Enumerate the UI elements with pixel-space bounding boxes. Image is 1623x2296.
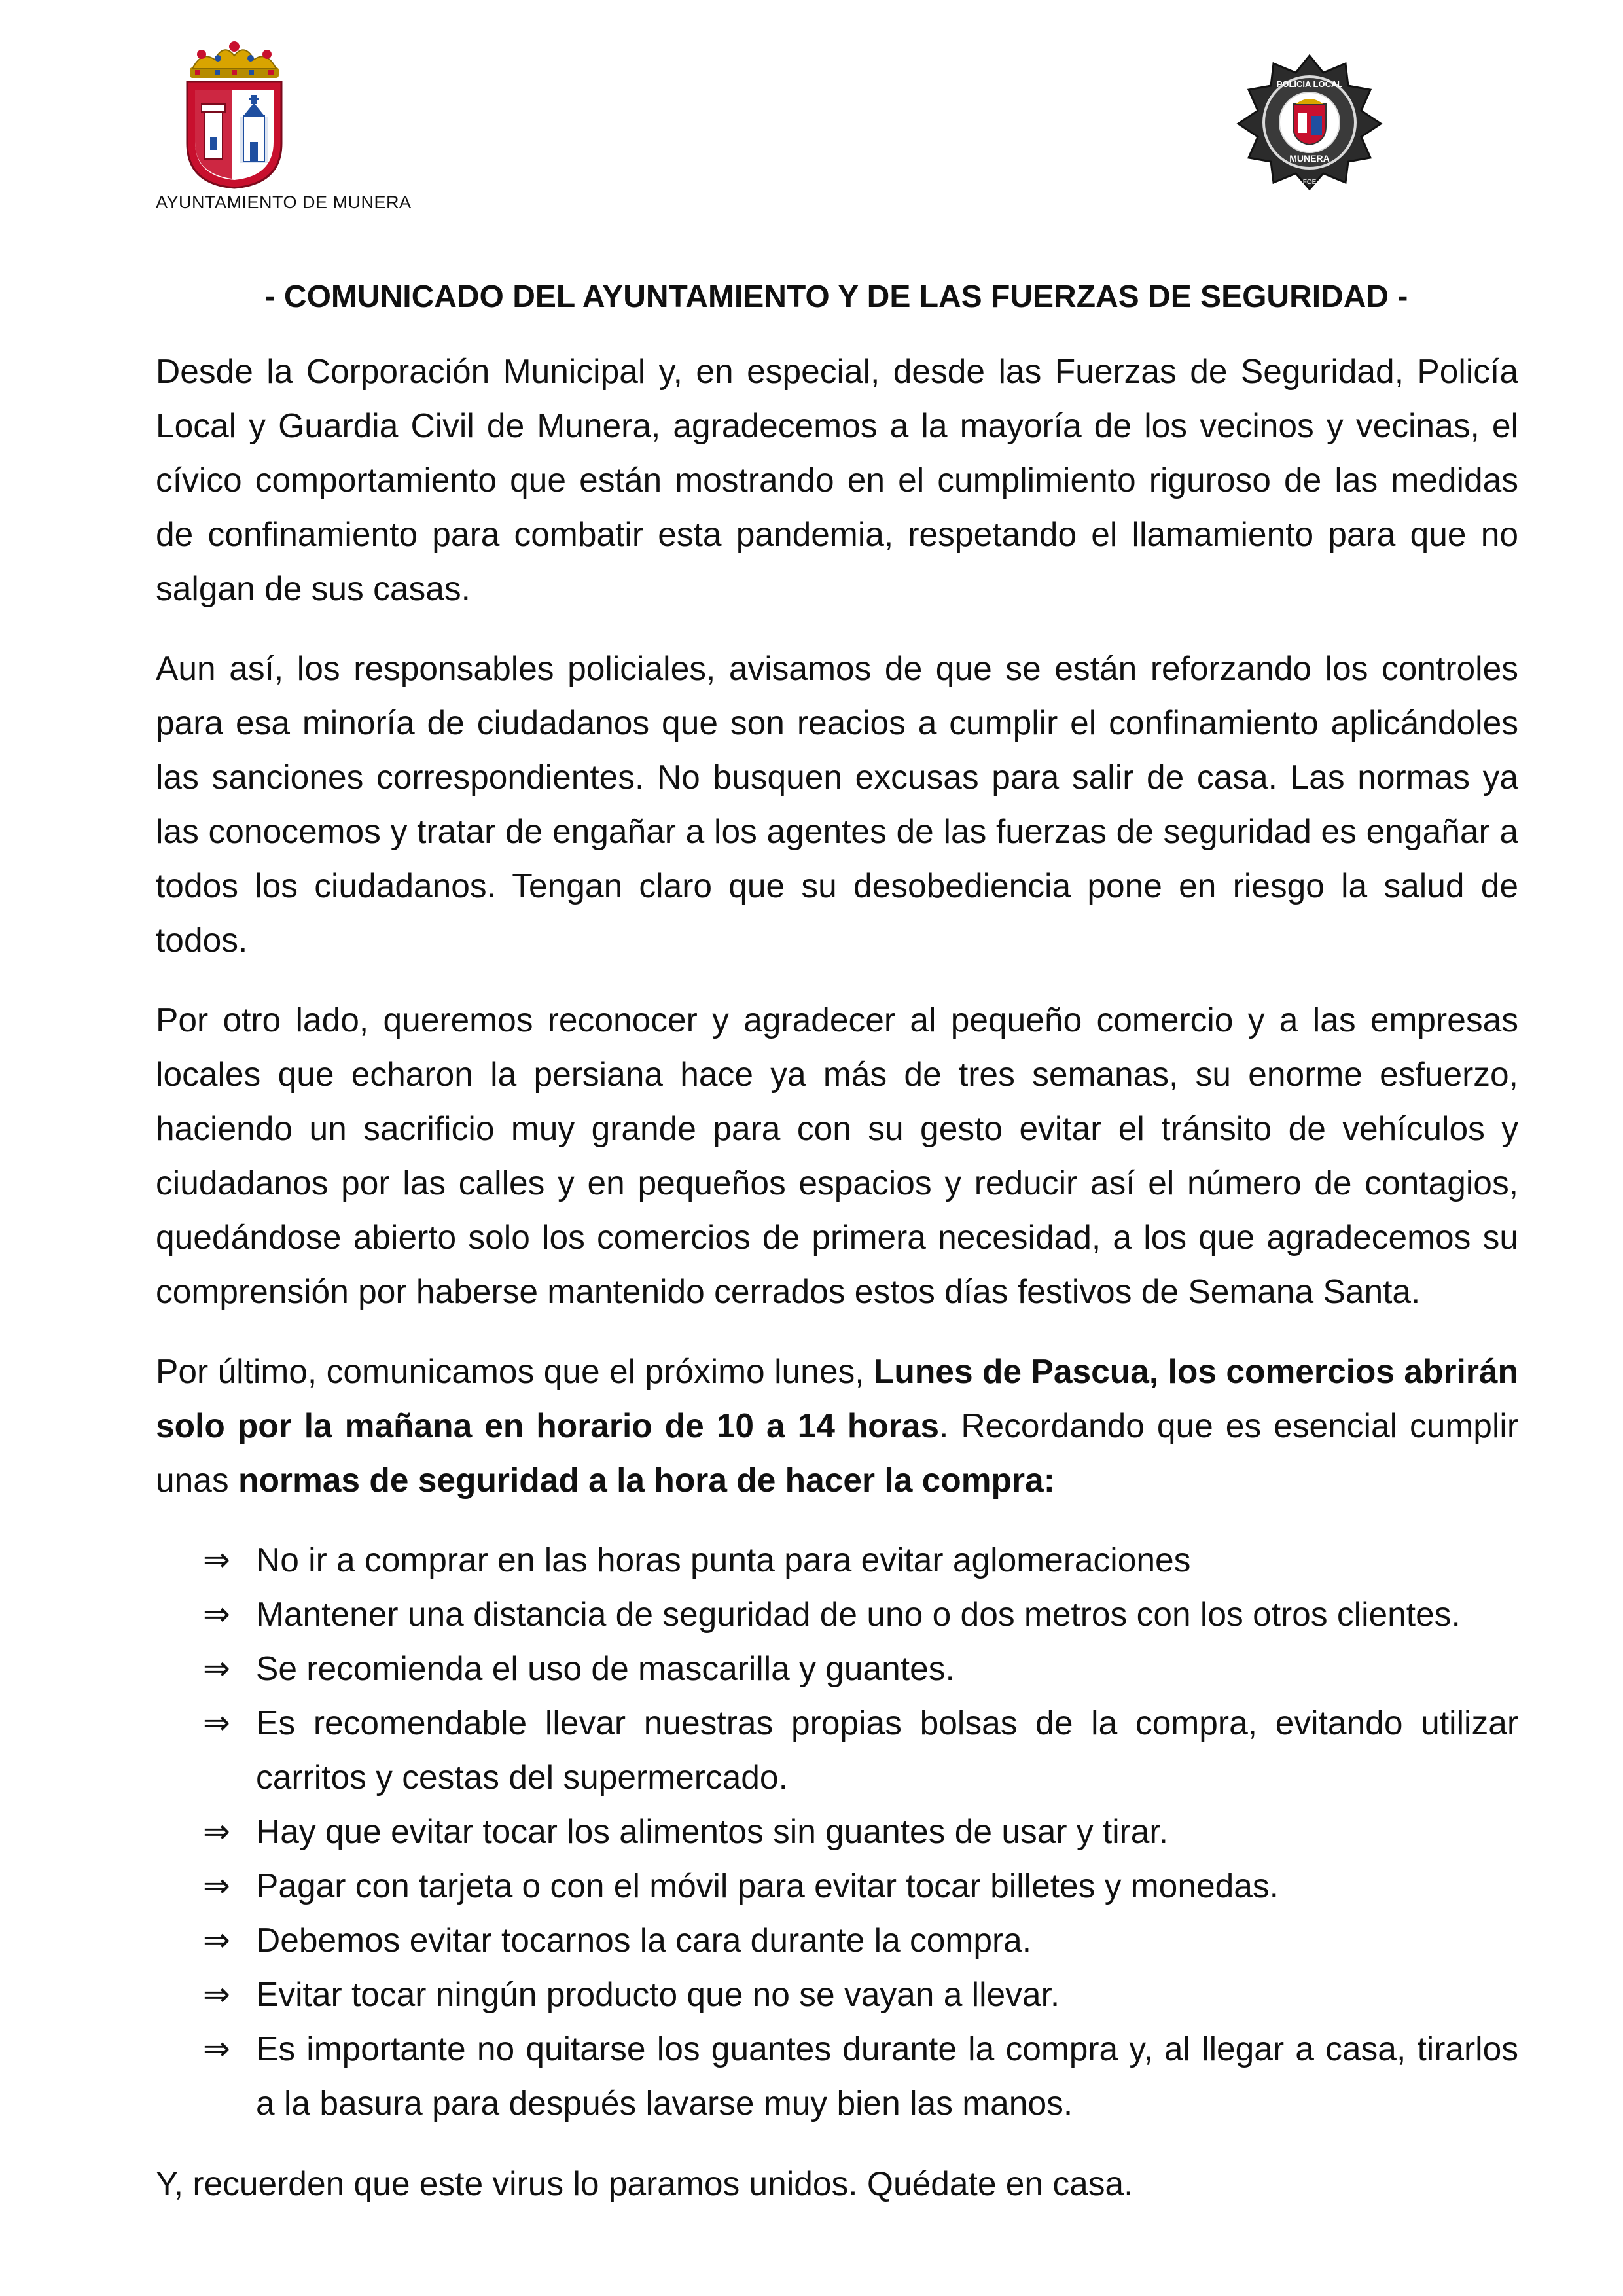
list-item xyxy=(156,2022,1518,2130)
closing-message: Y, recuerden que este virus lo paramos unidos. Quédate en casa. xyxy=(156,2164,1133,2202)
opening-mid-text: . Recordando que es esencial cumplir unas xyxy=(156,1407,1518,1499)
double-arrow-icon: ⇒ xyxy=(203,1813,230,1850)
list-item xyxy=(156,1587,1518,1641)
list-item xyxy=(156,1533,1518,1587)
rule-text: Hay que evitar tocar los alimentos sin guantes de usar y tirar. xyxy=(256,1812,1169,1850)
rule-text: Pagar con tarjeta o con el móvil para evitar tocar billetes y monedas. xyxy=(256,1867,1279,1905)
list-item xyxy=(156,1804,1518,1859)
rule-text: Evitar tocar ningún producto que no se vayan a llevar. xyxy=(256,1975,1060,2013)
paragraph-local-commerce: Por otro lado, queremos reconocer y agradecer al pequeño comercio y a las empresas locales que echaron la persiana hace ya más de tres semanas, su enorme esfuerzo, haciendo un sacrificio muy grande para con su gesto evitar el tránsito de vehículos y ciudadanos por las calles y en pequeños espacios y reducir así el número de contagios, quedándose abierto solo los comercios de primera necesidad, a los que agradecemos su comprensión por haberse mantenido cerrados estos días festivos de Semana Santa. xyxy=(156,1001,1518,1310)
double-arrow-icon: ⇒ xyxy=(203,1650,230,1687)
rule-text: Debemos evitar tocarnos la cara durante la compra. xyxy=(256,1921,1032,1959)
double-arrow-icon: ⇒ xyxy=(203,1541,230,1578)
police-badge-logo xyxy=(1230,53,1389,192)
safety-rules-list xyxy=(156,1533,1518,2130)
double-arrow-icon: ⇒ xyxy=(203,1704,230,1741)
document-title: - COMUNICADO DEL AYUNTAMIENTO Y DE LAS FUERZAS DE SEGURIDAD - xyxy=(264,279,1408,314)
rule-text: Es importante no quitarse los guantes durante la compra y, al llegar a casa, tirarlos a la basura para después lavarse muy bien las manos. xyxy=(256,2030,1518,2122)
double-arrow-icon: ⇒ xyxy=(203,1976,230,2013)
badge-footer-text: FOE xyxy=(1302,179,1317,186)
double-arrow-icon: ⇒ xyxy=(203,1596,230,1632)
rule-text: Mantener una distancia de seguridad de uno o dos metros con los otros clientes. xyxy=(256,1595,1461,1633)
double-arrow-icon: ⇒ xyxy=(203,1867,230,1904)
rule-text: No ir a comprar en las horas punta para evitar aglomeraciones xyxy=(256,1541,1191,1579)
document-body xyxy=(156,344,1518,2211)
rule-text: Se recomienda el uso de mascarilla y guantes. xyxy=(256,1649,955,1687)
rule-text: Es recomendable llevar nuestras propias bolsas de la compra, evitando utilizar carritos y cestas del supermercado. xyxy=(256,1704,1518,1796)
list-item xyxy=(156,1859,1518,1913)
badge-top-text: POLICIA LOCAL xyxy=(1276,79,1343,89)
list-item xyxy=(156,1967,1518,2022)
double-arrow-icon: ⇒ xyxy=(203,1922,230,1958)
list-item xyxy=(156,1641,1518,1696)
double-arrow-icon: ⇒ xyxy=(203,2030,230,2067)
opening-intro-text: Por último, comunicamos que el próximo lunes, xyxy=(156,1352,874,1390)
paragraph-opening-hours xyxy=(156,1344,1518,1507)
paragraph-police-controls: Aun así, los responsables policiales, avisamos de que se están reforzando los controles para esa minoría de ciudadanos que son reacios a cumplir el confinamiento aplicándoles las sanciones correspondientes. No busquen excusas para salir de casa. Las normas ya las conocemos y tratar de engañar a los agentes de las fuerzas de seguridad es engañar a todos los ciudadanos. Tengan claro que su desobediencia pone en riesgo la salud de todos. xyxy=(156,649,1518,959)
municipal-crest-logo xyxy=(175,39,293,190)
opening-hours-highlight: Lunes de Pascua, los comercios abrirán solo por la mañana en horario de 10 a 14 horas xyxy=(156,1352,1518,1444)
list-item xyxy=(156,1696,1518,1804)
paragraph-gratitude: Desde la Corporación Municipal y, en especial, desde las Fuerzas de Seguridad, Policía Local y Guardia Civil de Munera, agradecemos a la mayoría de los vecinos y vecinas, el cívico comportamiento que están mostrando en el cumplimiento riguroso de las medidas de confinamiento para combatir esta pandemia, respetando el llamamiento para que no salgan de sus casas. xyxy=(156,352,1518,607)
municipality-name: AYUNTAMIENTO DE MUNERA xyxy=(156,192,412,212)
safety-rules-heading: normas de seguridad a la hora de hacer la compra: xyxy=(238,1461,1055,1499)
list-item xyxy=(156,1913,1518,1967)
badge-bottom-text: MUNERA xyxy=(1289,153,1330,164)
